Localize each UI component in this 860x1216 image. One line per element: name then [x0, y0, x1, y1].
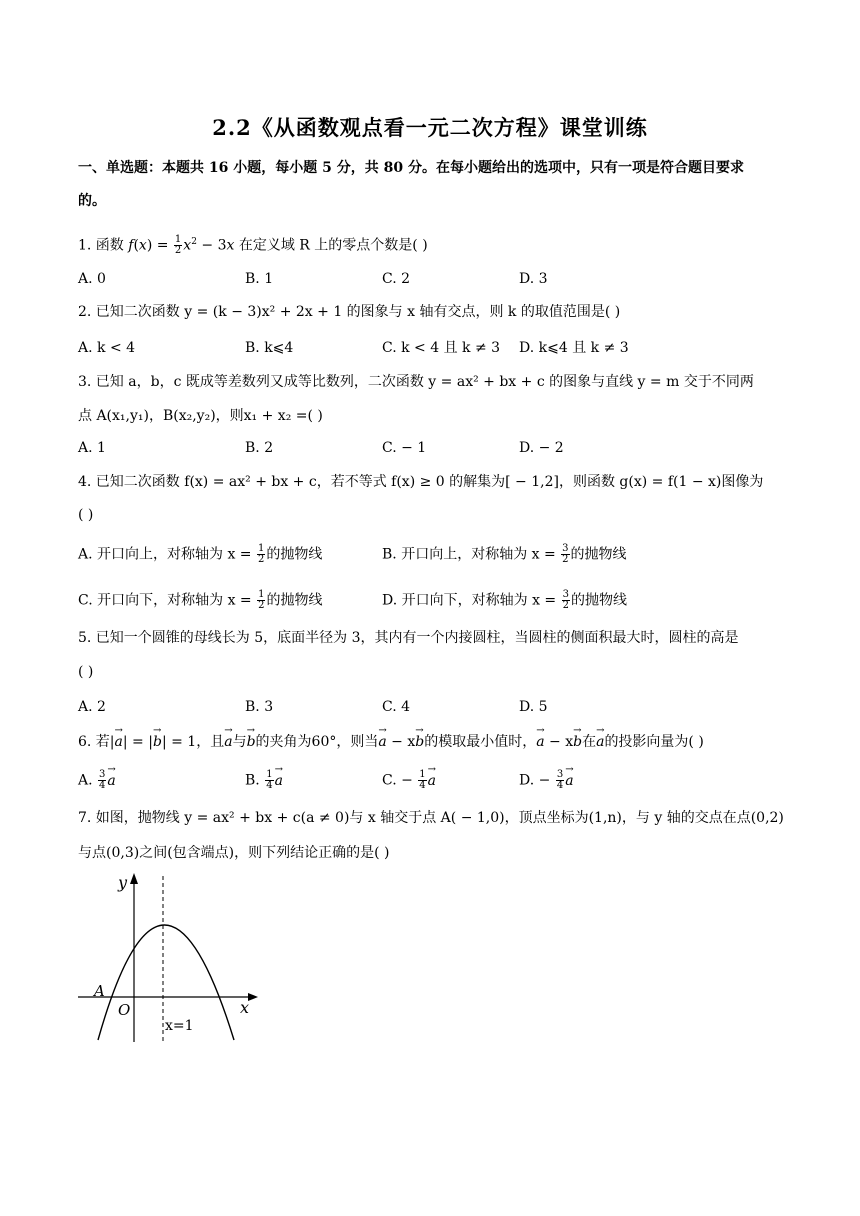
question-5-stem-cont: ( ): [78, 664, 94, 680]
section-heading-cont: 的。: [78, 193, 106, 209]
question-5-options: [78, 697, 778, 717]
option-a[interactable]: A. $\frac{3}{4}$ → a: [78, 770, 116, 791]
option-d[interactable]: D. 5: [519, 699, 548, 715]
option-a[interactable]: A. 2: [78, 699, 106, 715]
question-7-stem-cont: 与点(0,3)之间(包含端点)，则下列结论正确的是( ): [78, 845, 390, 861]
y-label: y: [118, 873, 128, 892]
option-d[interactable]: D. 3: [519, 271, 548, 287]
question-6-stem: 6. 若|→ a| = |→ b| = 1，且→ a与→ b的夹角为60°，则当→ a − x→ b的模取最小值时，→ a − x→ b在→ a的投影向量为( ): [78, 732, 704, 752]
option-b[interactable]: B. 3: [245, 699, 274, 715]
question-6-options: [78, 770, 778, 790]
option-b[interactable]: B. $\frac{1}{4}$ → a: [245, 770, 283, 791]
option-c[interactable]: C. 4: [382, 699, 411, 715]
question-3-stem: 3. 已知 a，b，c 既成等差数列又成等比数列，二次函数 y = ax² + bx + c 的图象与直线 y = m 交于不同两: [78, 374, 754, 390]
question-2-options: [78, 338, 778, 358]
point-a-label: A: [94, 982, 105, 1000]
option-c[interactable]: C. k < 4 且 k ≠ 3: [382, 340, 501, 356]
option-c[interactable]: C. 2: [382, 271, 411, 287]
question-4-stem-cont: ( ): [78, 507, 94, 523]
option-d[interactable]: D. − 2: [519, 440, 564, 456]
question-4-options-ab: [78, 544, 778, 564]
option-c[interactable]: C. 开口向下，对称轴为 x = $\frac{1}{2}$ 的抛物线: [78, 589, 323, 611]
question-2-stem: 2. 已知二次函数 y = (k − 3)x² + 2x + 1 的图象与 x 轴有交点，则 k 的取值范围是( ): [78, 304, 621, 320]
origin-label: O: [118, 1001, 131, 1019]
question-3-options: [78, 438, 778, 458]
section-heading: 一、单选题：本题共 16 小题，每小题 5 分，共 80 分。在每小题给出的选项中，只有一项是符合题目要求: [78, 160, 744, 176]
question-7-stem: 7. 如图，抛物线 y = ax² + bx + c(a ≠ 0)与 x 轴交于点 A( − 1,0)，顶点坐标为(1,n)，与 y 轴的交点在点(0,2): [78, 810, 784, 826]
question-3-stem-cont: 点 A(x₁,y₁)，B(x₂,y₂)，则x₁ + x₂ =( ): [78, 408, 323, 424]
question-4-options-cd: [78, 590, 778, 610]
option-c[interactable]: C. − 1: [382, 440, 427, 456]
parabola-figure: [78, 870, 268, 1050]
question-1-options: [78, 269, 778, 289]
page-title: 2.2《从函数观点看一元二次方程》课堂训练: [212, 115, 648, 140]
option-b[interactable]: B. 开口向上，对称轴为 x = $\frac{3}{2}$ 的抛物线: [382, 543, 627, 565]
option-b[interactable]: B. 1: [245, 271, 274, 287]
y-axis-arrow: [130, 873, 138, 884]
question-4-stem: 4. 已知二次函数 f(x) = ax² + bx + c，若不等式 f(x) ≥ 0 的解集为[ − 1,2]，则函数 g(x) = f(1 − x)图像为: [78, 474, 764, 490]
option-d[interactable]: D. k⩽4 且 k ≠ 3: [519, 340, 629, 356]
option-d[interactable]: D. − $\frac{3}{4}$ → a: [519, 770, 574, 791]
option-a[interactable]: A. 0: [78, 271, 106, 287]
option-b[interactable]: B. k⩽4: [245, 340, 294, 356]
option-c[interactable]: C. − $\frac{1}{4}$ → a: [382, 770, 436, 791]
option-a[interactable]: A. k < 4: [78, 340, 136, 356]
question-1-stem: 1. 函数 f(x) = $\frac{1}{2}$ $x^2 - 3x$ 在定义域 R 上的零点个数是( ): [78, 234, 428, 257]
symmetry-axis-label: x=1: [165, 1018, 194, 1034]
question-5-stem: 5. 已知一个圆锥的母线长为 5，底面半径为 3，其内有一个内接圆柱，当圆柱的侧面积最大时，圆柱的高是: [78, 630, 739, 646]
x-label: x: [240, 998, 250, 1017]
x-axis-arrow: [248, 993, 258, 1001]
option-a[interactable]: A. 开口向上，对称轴为 x = $\frac{1}{2}$ 的抛物线: [78, 543, 323, 565]
option-d[interactable]: D. 开口向下，对称轴为 x = $\frac{3}{2}$ 的抛物线: [382, 589, 627, 611]
option-b[interactable]: B. 2: [245, 440, 274, 456]
option-a[interactable]: A. 1: [78, 440, 106, 456]
